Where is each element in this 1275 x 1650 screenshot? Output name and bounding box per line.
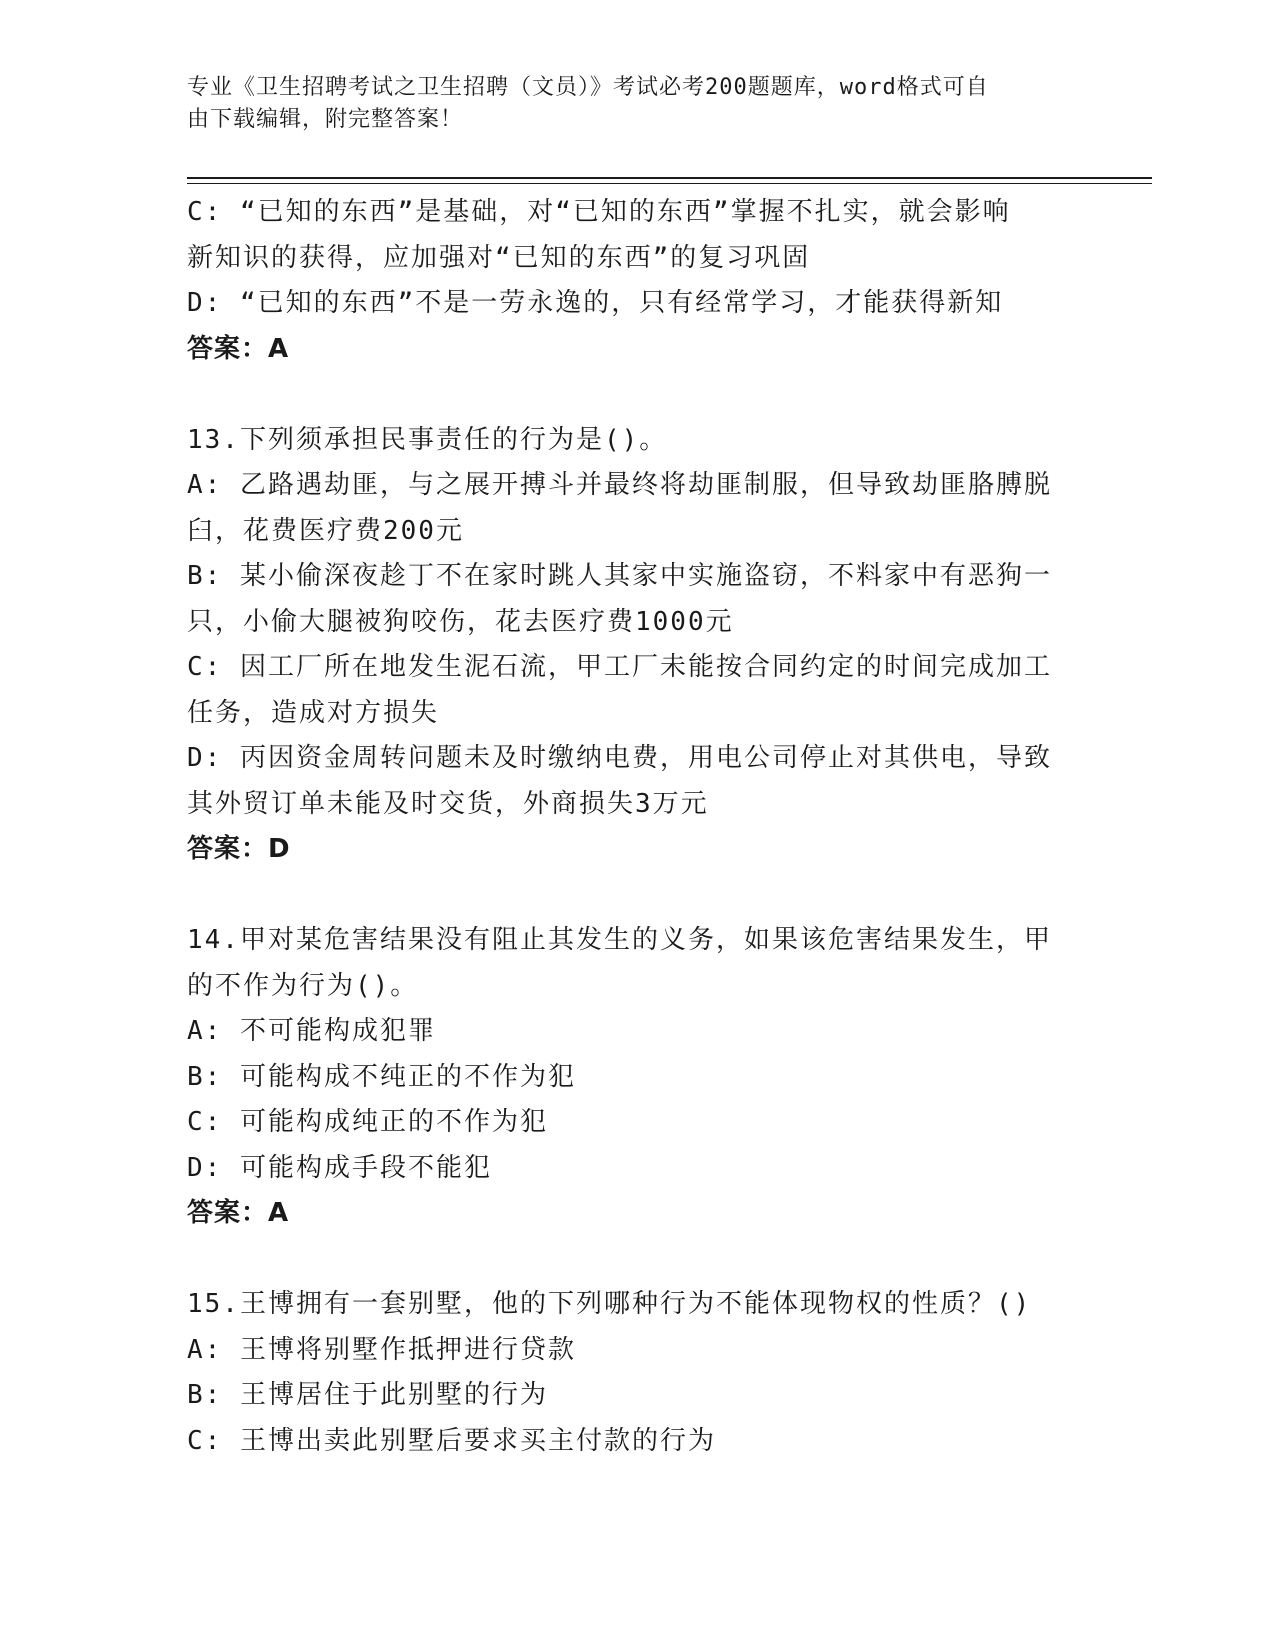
block-spacer <box>187 372 1077 418</box>
question-stem: 13.下列须承担民事责任的行为是()。 <box>187 424 668 455</box>
option-a-line-1: A: 乙路遇劫匪，与之展开搏斗并最终将劫匪制服，但导致劫匪胳膊脱 <box>187 470 1052 500</box>
question-list <box>187 190 1077 1464</box>
answer-line: 答案：D <box>187 834 291 864</box>
question-stem-line-2: 的不作为行为()。 <box>187 970 419 1001</box>
question-block-12-continued <box>187 190 1077 372</box>
question-block-13 <box>187 418 1077 873</box>
block-spacer <box>187 1237 1077 1283</box>
header-line-1: 专业《卫生招聘考试之卫生招聘（文员）》考试必考200题题库，word格式可自 <box>187 75 989 100</box>
answer-line: 答案：A <box>187 333 290 364</box>
header-line-2: 由下载编辑，附完整答案！ <box>187 107 464 132</box>
question-stem: 15.王博拥有一套别墅，他的下列哪种行为不能体现物权的性质？() <box>187 1289 1032 1319</box>
option-c-line-1: C: 因工厂所在地发生泥石流，甲工厂未能按合同约定的时间完成加工 <box>187 652 1052 682</box>
option-b-line-2: 只，小偷大腿被狗咬伤，花去医疗费1000元 <box>187 606 734 637</box>
option-c: C: 可能构成纯正的不作为犯 <box>187 1107 548 1137</box>
option-a: A: 王博将别墅作抵押进行贷款 <box>187 1334 576 1365</box>
question-block-14 <box>187 918 1077 1237</box>
header-divider-thin <box>187 183 1152 184</box>
option-b: B: 可能构成不纯正的不作为犯 <box>187 1061 576 1092</box>
option-d-line-1: D: “已知的东西”不是一劳永逸的，只有经常学习，才能获得新知 <box>187 288 1004 318</box>
option-b-line-1: B: 某小偷深夜趁丁不在家时跳人其家中实施盗窃，不料家中有恶狗一 <box>187 561 1052 591</box>
option-d-line-2: 其外贸订单未能及时交货，外商损失3万元 <box>187 788 709 819</box>
option-c-line-2: 任务，造成对方损失 <box>187 697 440 728</box>
block-spacer <box>187 873 1077 919</box>
question-stem-line-1: 14.甲对某危害结果没有阻止其发生的义务，如果该危害结果发生，甲 <box>187 925 1052 955</box>
option-b: B: 王博居住于此别墅的行为 <box>187 1380 548 1410</box>
option-a-line-2: 臼，花费医疗费200元 <box>187 515 464 546</box>
document-header <box>187 72 1067 136</box>
option-a: A: 不可能构成犯罪 <box>187 1016 436 1046</box>
option-d: D: 可能构成手段不能犯 <box>187 1152 492 1183</box>
answer-line: 答案：A <box>187 1198 290 1228</box>
question-block-15 <box>187 1282 1077 1464</box>
option-c-line-2: 新知识的获得，应加强对“已知的东西”的复习巩固 <box>187 242 811 273</box>
option-c: C: 王博出卖此别墅后要求买主付款的行为 <box>187 1425 716 1456</box>
option-d-line-1: D: 丙因资金周转问题未及时缴纳电费，用电公司停止对其供电，导致 <box>187 743 1052 773</box>
header-divider-thick <box>187 177 1152 179</box>
option-c-line-1: C: “已知的东西”是基础，对“已知的东西”掌握不扎实，就会影响 <box>187 197 1011 227</box>
